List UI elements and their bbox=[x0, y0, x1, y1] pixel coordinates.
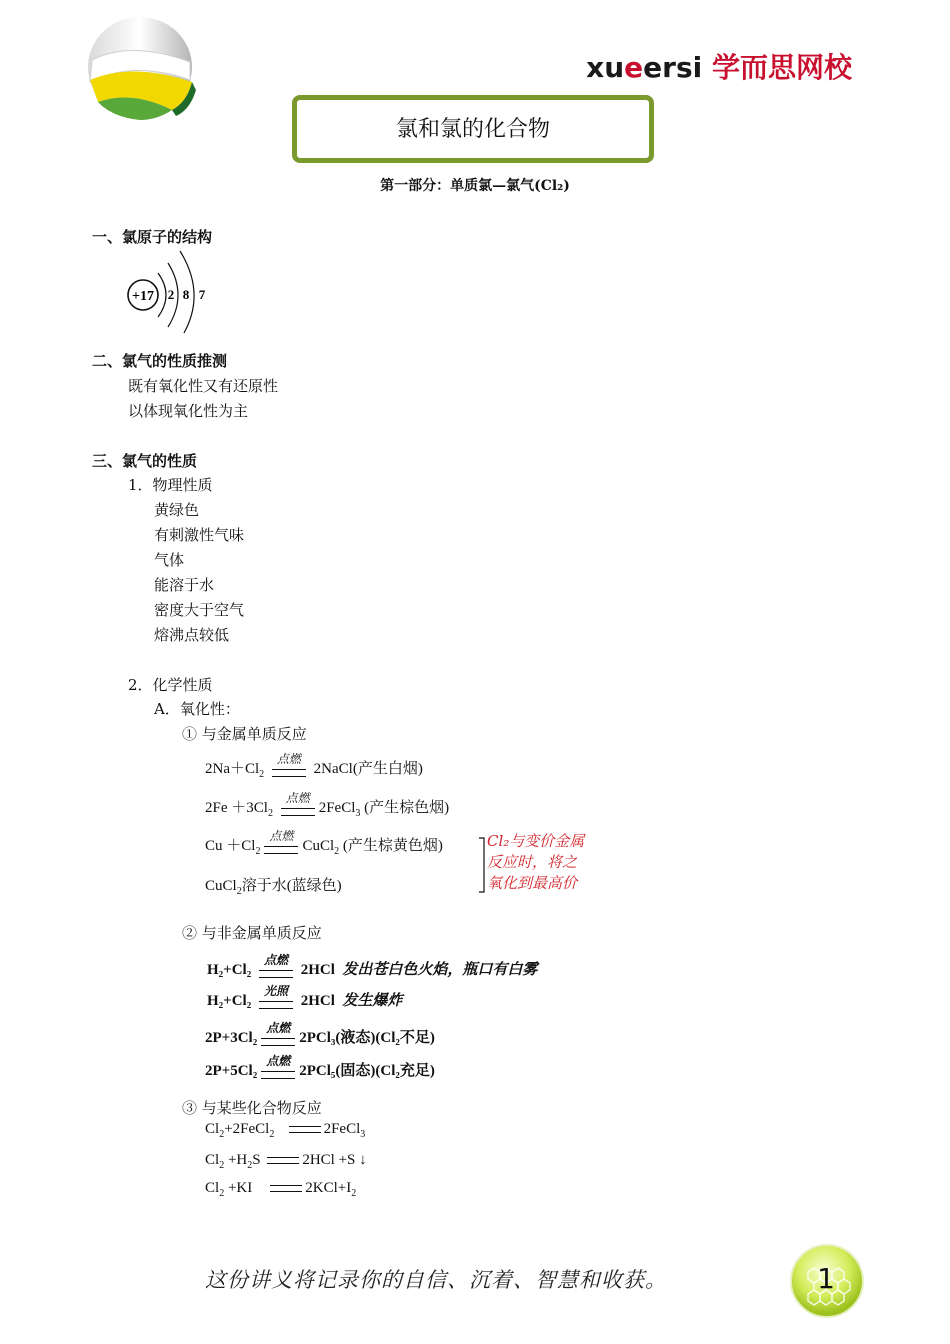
physical-title: 1．物理性质 bbox=[128, 476, 213, 494]
equation-fe-cl2: $2Fe +3Cl_2$ 点燃 2FeCl$_3$ (产生棕色烟) bbox=[205, 790, 450, 819]
oxidizing-title: A．氧化性： bbox=[154, 700, 240, 718]
equation-h2-cl2-ignite: H₂+Cl₂ 点燃 2HCl 发出苍白色火焰，瓶口有白雾 bbox=[207, 952, 538, 978]
shell-1-electrons: 2 bbox=[167, 287, 175, 302]
section2-line: 既有氧化性又有还原性 bbox=[128, 377, 279, 395]
section2-heading: 二、氯气的性质推测 bbox=[92, 352, 228, 370]
title-frame bbox=[292, 95, 654, 163]
physical-item: 黄绿色 bbox=[154, 501, 200, 519]
physical-item: 能溶于水 bbox=[154, 576, 215, 594]
equation-cl2-h2s: $Cl_2 +H_2S$ 2HCl +S ↓ bbox=[205, 1152, 367, 1171]
section3-heading: 三、氯气的性质 bbox=[92, 452, 198, 470]
equation-cucl2-water: CuCl$_2$溶于水(蓝绿色) bbox=[205, 878, 342, 897]
subtitle: 第一部分：单质氯—氯气(Cl₂) bbox=[380, 178, 570, 194]
shell-2-electrons: 8 bbox=[182, 287, 190, 302]
logo-globe-icon bbox=[72, 10, 202, 125]
equation-p-3cl2: 2P+3Cl₂ 点燃 2PCl₃(液态)(Cl₂不足) bbox=[205, 1020, 435, 1046]
equation-cl2-fecl2: $Cl_2+2FeCl_2$ 2FeCl$_3$ bbox=[205, 1121, 366, 1140]
metal-reaction-title: ① 与金属单质反应 bbox=[182, 725, 307, 743]
physical-item: 密度大于空气 bbox=[154, 601, 245, 619]
section2-line: 以体现氧化性为主 bbox=[128, 402, 249, 420]
page-title: 氯和氯的化合物 bbox=[395, 117, 550, 142]
nucleus-charge: +17 bbox=[132, 289, 154, 304]
equation-h2-cl2-light: H₂+Cl₂ 光照 2HCl 发生爆炸 bbox=[207, 983, 403, 1009]
physical-item: 有刺激性气味 bbox=[154, 526, 245, 544]
brand-logo: xueersi 学而思网校 bbox=[586, 51, 852, 84]
section1-heading: 一、氯原子的结构 bbox=[92, 228, 213, 246]
variable-valence-note: Cl₂与变价金属 反应时，将之 氧化到最高价 bbox=[487, 832, 585, 892]
equation-cu-cl2: $Cu +Cl_2$ 点燃 CuCl$_2$ (产生棕黄色烟) bbox=[205, 828, 443, 857]
page-number: 1 bbox=[817, 1262, 835, 1295]
nonmetal-reaction-title: ② 与非金属单质反应 bbox=[182, 924, 322, 942]
physical-item: 气体 bbox=[154, 551, 185, 569]
chemical-title: 2．化学性质 bbox=[128, 676, 213, 694]
equation-na-cl2: $2Na+Cl_2$ 点燃 2NaCl(产生白烟) bbox=[205, 751, 423, 780]
shell-3-electrons: 7 bbox=[198, 287, 206, 302]
page-number-badge bbox=[788, 1242, 866, 1320]
atom-structure-diagram bbox=[122, 245, 222, 335]
footer-slogan: 这份讲义将记录你的自信、沉着、智慧和收获。 bbox=[205, 1268, 667, 1292]
physical-item: 熔沸点较低 bbox=[154, 626, 230, 644]
compound-reaction-title: ③ 与某些化合物反应 bbox=[182, 1099, 322, 1117]
equation-p-5cl2: 2P+5Cl₂ 点燃 2PCl₅(固态)(Cl₂充足) bbox=[205, 1053, 435, 1079]
equation-cl2-ki: $Cl_2 +KI$ $2KCl+I_2$ bbox=[205, 1180, 357, 1199]
